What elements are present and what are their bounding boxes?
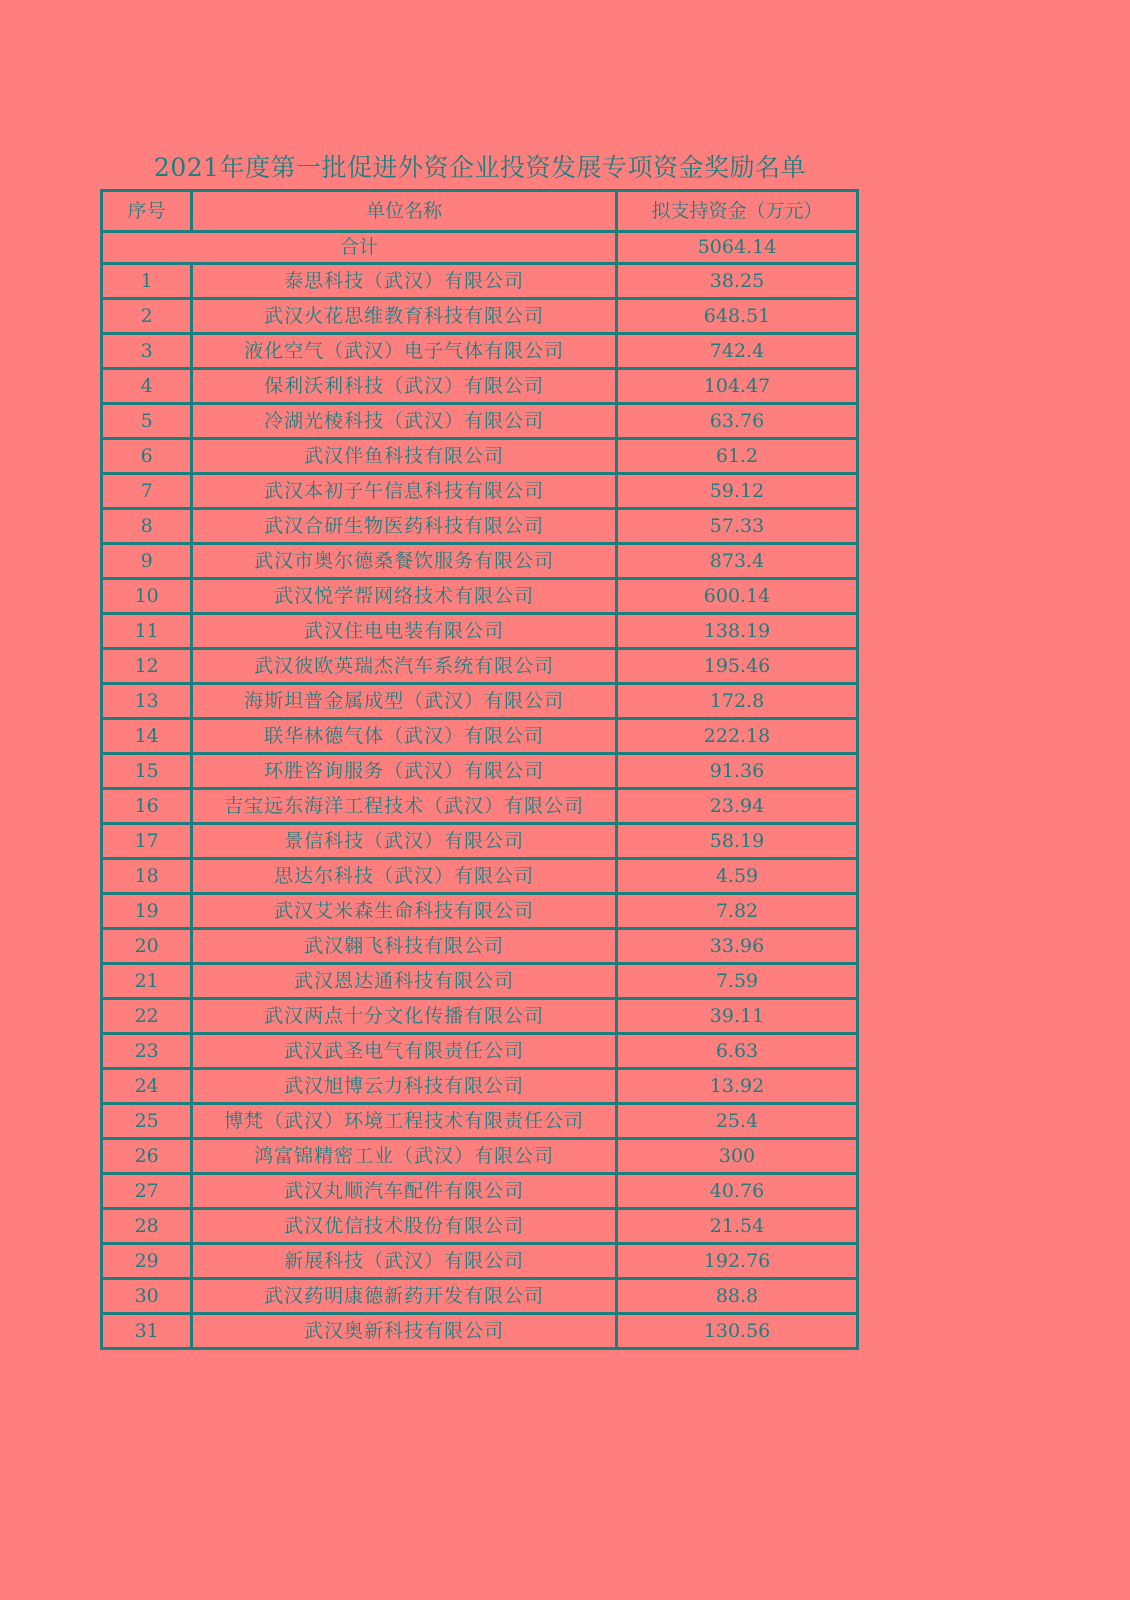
document-title: 2021年度第一批促进外资企业投资发展专项资金奖励名单 (153, 153, 807, 182)
table-row (102, 1069, 858, 1104)
table-row (102, 1174, 858, 1209)
row-seq: 28 (102, 1209, 192, 1244)
row-fund-amount: 88.8 (617, 1279, 858, 1314)
row-seq: 15 (102, 754, 192, 789)
table-row (102, 999, 858, 1034)
row-fund-amount: 21.54 (617, 1209, 858, 1244)
row-fund-amount: 6.63 (617, 1034, 858, 1069)
row-fund-amount: 195.46 (617, 649, 858, 684)
row-company-name: 武汉武圣电气有限责任公司 (192, 1034, 617, 1069)
table-row (102, 1244, 858, 1279)
total-row (102, 232, 858, 264)
row-company-name: 武汉旭博云力科技有限公司 (192, 1069, 617, 1104)
table-row (102, 964, 858, 999)
row-fund-amount: 600.14 (617, 579, 858, 614)
row-company-name: 武汉恩达通科技有限公司 (192, 964, 617, 999)
row-seq: 21 (102, 964, 192, 999)
row-seq: 27 (102, 1174, 192, 1209)
table-row (102, 824, 858, 859)
row-company-name: 武汉悦学帮网络技术有限公司 (192, 579, 617, 614)
table-row (102, 299, 858, 334)
row-fund-amount: 33.96 (617, 929, 858, 964)
row-company-name: 武汉两点十分文化传播有限公司 (192, 999, 617, 1034)
row-company-name: 环胜咨询服务（武汉）有限公司 (192, 754, 617, 789)
table-row (102, 369, 858, 404)
row-seq: 16 (102, 789, 192, 824)
table-row (102, 1279, 858, 1314)
row-company-name: 武汉火花思维教育科技有限公司 (192, 299, 617, 334)
row-company-name: 武汉翱飞科技有限公司 (192, 929, 617, 964)
row-company-name: 泰思科技（武汉）有限公司 (192, 264, 617, 299)
row-seq: 5 (102, 404, 192, 439)
row-seq: 18 (102, 859, 192, 894)
row-fund-amount: 648.51 (617, 299, 858, 334)
table-body (102, 191, 858, 1349)
row-fund-amount: 57.33 (617, 509, 858, 544)
table-row (102, 719, 858, 754)
row-seq: 13 (102, 684, 192, 719)
row-seq: 3 (102, 334, 192, 369)
table-row (102, 929, 858, 964)
total-label: 合计 (102, 232, 617, 264)
row-fund-amount: 61.2 (617, 439, 858, 474)
table-row (102, 334, 858, 369)
row-seq: 26 (102, 1139, 192, 1174)
table-row (102, 264, 858, 299)
row-company-name: 武汉奥新科技有限公司 (192, 1314, 617, 1349)
table-row (102, 1209, 858, 1244)
row-company-name: 冷湖光棱科技（武汉）有限公司 (192, 404, 617, 439)
row-seq: 8 (102, 509, 192, 544)
row-seq: 6 (102, 439, 192, 474)
row-fund-amount: 38.25 (617, 264, 858, 299)
row-seq: 29 (102, 1244, 192, 1279)
table-row (102, 404, 858, 439)
row-seq: 24 (102, 1069, 192, 1104)
row-company-name: 思达尔科技（武汉）有限公司 (192, 859, 617, 894)
table-row (102, 544, 858, 579)
table-row (102, 684, 858, 719)
row-fund-amount: 58.19 (617, 824, 858, 859)
row-company-name: 液化空气（武汉）电子气体有限公司 (192, 334, 617, 369)
row-seq: 9 (102, 544, 192, 579)
table-row (102, 859, 858, 894)
row-company-name: 武汉艾米森生命科技有限公司 (192, 894, 617, 929)
row-company-name: 武汉市奥尔德桑餐饮服务有限公司 (192, 544, 617, 579)
row-fund-amount: 59.12 (617, 474, 858, 509)
row-company-name: 联华林德气体（武汉）有限公司 (192, 719, 617, 754)
row-seq: 14 (102, 719, 192, 754)
row-fund-amount: 25.4 (617, 1104, 858, 1139)
row-company-name: 武汉住电电装有限公司 (192, 614, 617, 649)
row-fund-amount: 222.18 (617, 719, 858, 754)
header-company-name: 单位名称 (192, 191, 617, 232)
row-company-name: 景信科技（武汉）有限公司 (192, 824, 617, 859)
row-fund-amount: 130.56 (617, 1314, 858, 1349)
row-seq: 20 (102, 929, 192, 964)
row-seq: 31 (102, 1314, 192, 1349)
row-seq: 30 (102, 1279, 192, 1314)
total-value: 5064.14 (617, 232, 858, 264)
row-seq: 23 (102, 1034, 192, 1069)
row-seq: 1 (102, 264, 192, 299)
row-seq: 2 (102, 299, 192, 334)
table-row (102, 509, 858, 544)
row-fund-amount: 63.76 (617, 404, 858, 439)
row-company-name: 武汉合研生物医药科技有限公司 (192, 509, 617, 544)
table-row (102, 789, 858, 824)
row-seq: 4 (102, 369, 192, 404)
row-seq: 10 (102, 579, 192, 614)
row-fund-amount: 4.59 (617, 859, 858, 894)
row-company-name: 武汉彼欧英瑞杰汽车系统有限公司 (192, 649, 617, 684)
table-row (102, 894, 858, 929)
row-company-name: 武汉优信技术股份有限公司 (192, 1209, 617, 1244)
row-seq: 22 (102, 999, 192, 1034)
row-company-name: 新展科技（武汉）有限公司 (192, 1244, 617, 1279)
row-company-name: 保利沃利科技（武汉）有限公司 (192, 369, 617, 404)
table-row (102, 1139, 858, 1174)
table-header-row (102, 191, 858, 232)
table-row (102, 1314, 858, 1349)
table-row (102, 1034, 858, 1069)
row-fund-amount: 39.11 (617, 999, 858, 1034)
header-seq: 序号 (102, 191, 192, 232)
row-company-name: 博梵（武汉）环境工程技术有限责任公司 (192, 1104, 617, 1139)
row-company-name: 鸿富锦精密工业（武汉）有限公司 (192, 1139, 617, 1174)
row-fund-amount: 138.19 (617, 614, 858, 649)
row-fund-amount: 742.4 (617, 334, 858, 369)
table-row (102, 649, 858, 684)
row-fund-amount: 873.4 (617, 544, 858, 579)
table-row (102, 754, 858, 789)
table-row (102, 579, 858, 614)
row-fund-amount: 40.76 (617, 1174, 858, 1209)
row-company-name: 武汉药明康德新药开发有限公司 (192, 1279, 617, 1314)
row-company-name: 武汉本初子午信息科技有限公司 (192, 474, 617, 509)
award-list-table (100, 189, 859, 1350)
row-seq: 12 (102, 649, 192, 684)
row-seq: 11 (102, 614, 192, 649)
table-row (102, 1104, 858, 1139)
row-company-name: 吉宝远东海洋工程技术（武汉）有限公司 (192, 789, 617, 824)
table-row (102, 614, 858, 649)
row-seq: 25 (102, 1104, 192, 1139)
row-company-name: 武汉伴鱼科技有限公司 (192, 439, 617, 474)
row-fund-amount: 7.82 (617, 894, 858, 929)
table-row (102, 474, 858, 509)
header-fund-amount: 拟支持资金（万元） (617, 191, 858, 232)
table-row (102, 439, 858, 474)
row-fund-amount: 13.92 (617, 1069, 858, 1104)
row-seq: 17 (102, 824, 192, 859)
row-fund-amount: 192.76 (617, 1244, 858, 1279)
row-fund-amount: 172.8 (617, 684, 858, 719)
row-fund-amount: 91.36 (617, 754, 858, 789)
row-fund-amount: 300 (617, 1139, 858, 1174)
row-fund-amount: 23.94 (617, 789, 858, 824)
row-seq: 19 (102, 894, 192, 929)
row-company-name: 海斯坦普金属成型（武汉）有限公司 (192, 684, 617, 719)
row-company-name: 武汉丸顺汽车配件有限公司 (192, 1174, 617, 1209)
row-fund-amount: 104.47 (617, 369, 858, 404)
row-fund-amount: 7.59 (617, 964, 858, 999)
row-seq: 7 (102, 474, 192, 509)
